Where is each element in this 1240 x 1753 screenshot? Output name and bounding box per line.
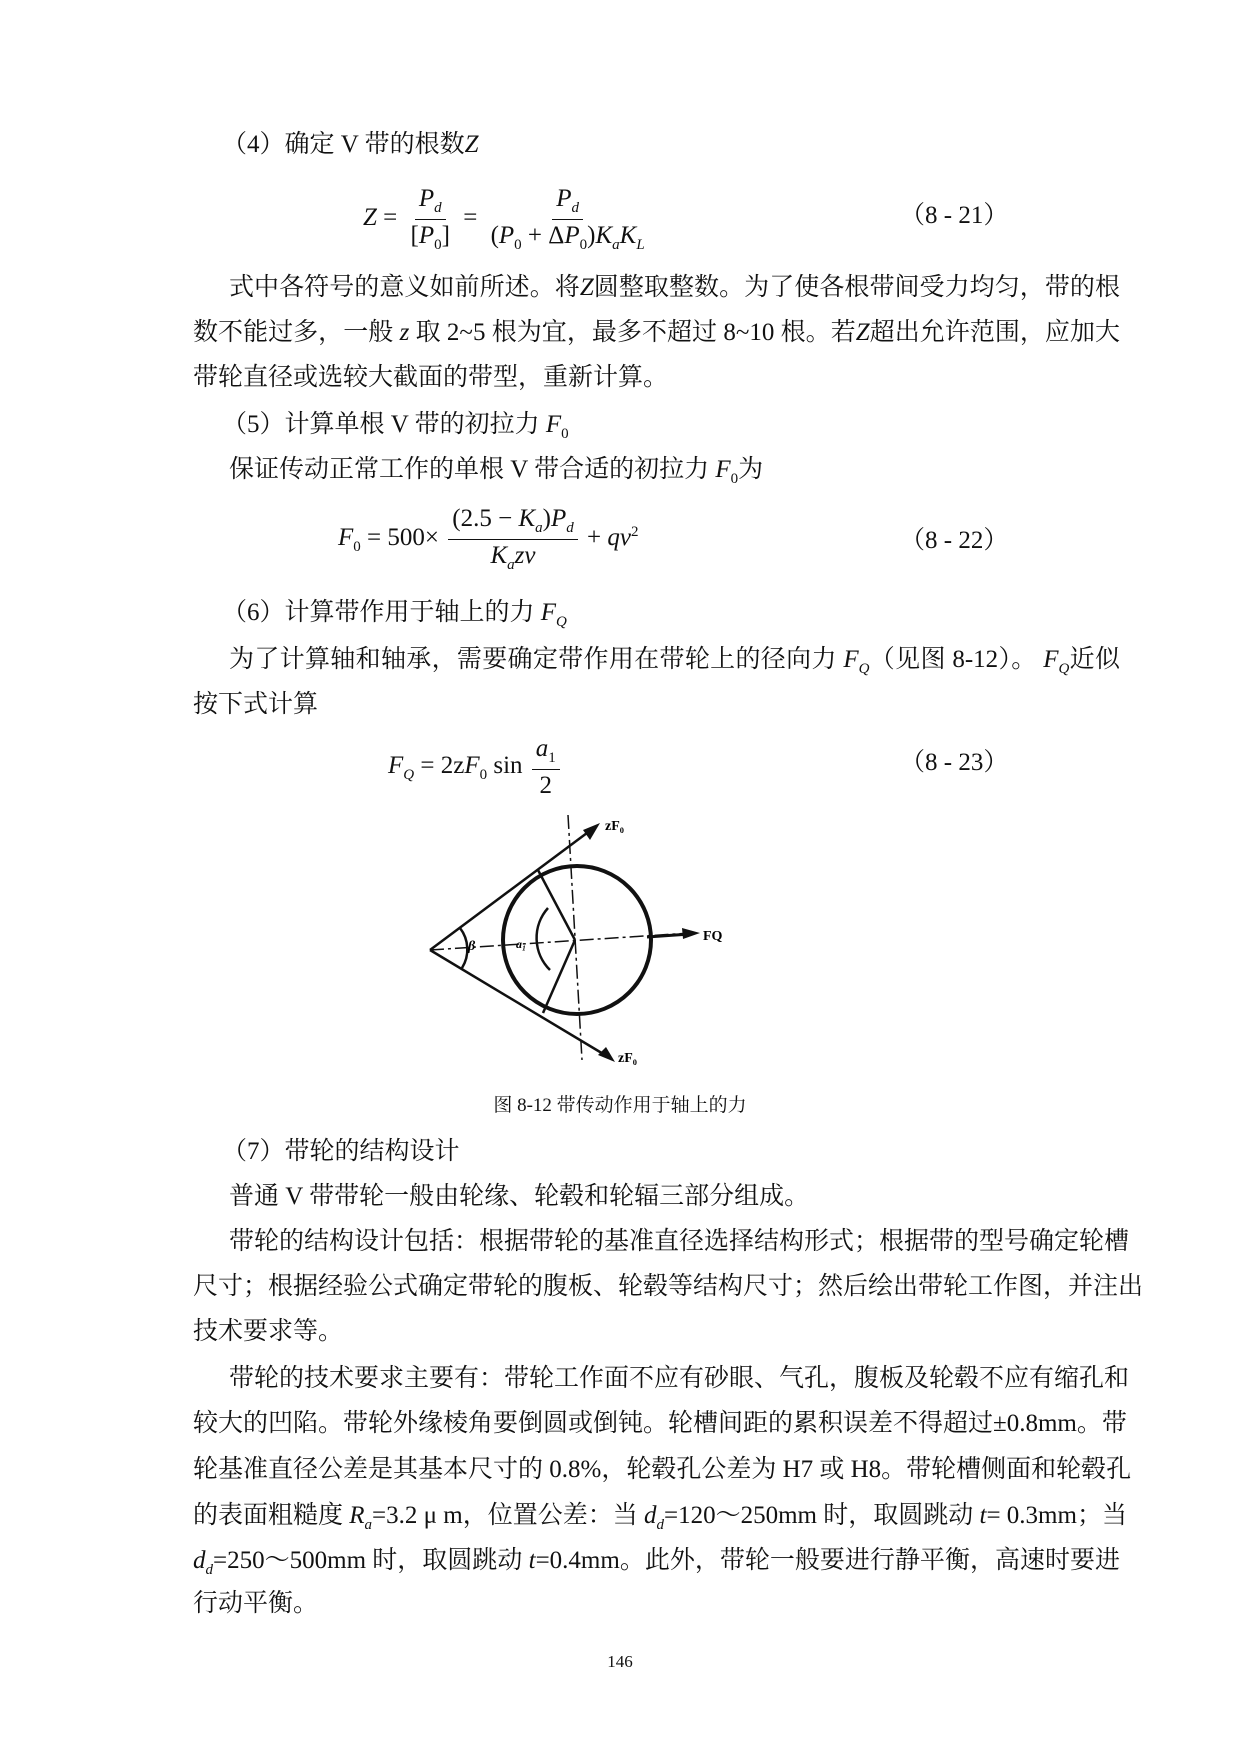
paragraph-line: $d_d=250\sim 500mm$ 时，取圆跳动 t=0.4mm。此外，带轮一般要进行静平衡，高速时要进 bbox=[193, 1547, 1121, 1578]
paragraph-line: 尺寸；根据经验公式确定带轮的腹板、轮毂等结构尺寸；然后绘出带轮工作图，并注出 bbox=[193, 1273, 1144, 1300]
paragraph-line: 带轮的结构设计包括：根据带轮的基准直径选择结构形式；根据带的型号确定轮槽 bbox=[229, 1228, 1130, 1255]
label-radial-force: FQ bbox=[703, 929, 723, 944]
paragraph-line: 技术要求等。 bbox=[193, 1318, 344, 1345]
alpha-arc bbox=[537, 908, 550, 970]
section-heading-5: （5）计算单根 V 带的初拉力 $F_0$ bbox=[222, 411, 569, 442]
section-heading-7: （7）带轮的结构设计 bbox=[222, 1138, 460, 1165]
paragraph-line: 行动平衡。 bbox=[193, 1590, 319, 1617]
figure-caption: 图 8-12 带传动作用于轴上的力 bbox=[493, 1095, 747, 1116]
equation-number: （8 - 23） bbox=[900, 749, 1009, 776]
equation-8-21: Z = $\frac{P_d}{[P_0]}$ = $\frac{P_d}{(P_0 + \Delta P_0)K_aK_L}$ bbox=[363, 185, 645, 253]
equation-number: （8 - 22） bbox=[900, 527, 1009, 554]
paragraph-line: 较大的凹陷。带轮外缘棱角要倒圆或倒钝。轮槽间距的累积误差不得超过±0.8mm。带 bbox=[193, 1410, 1127, 1437]
label-beta: β bbox=[468, 939, 476, 954]
paragraph-line: 带轮直径或选较大截面的带型，重新计算。 bbox=[193, 364, 669, 391]
label-top-force: zF₀ bbox=[605, 819, 624, 834]
paragraph-line: 的表面粗糙度 $R_a=3.2$ μ m，位置公差：当 $d_d=120\sim 250mm$ 时，取圆跳动 t= 0.3mm；当 bbox=[193, 1502, 1127, 1533]
paragraph-line: 轮基准直径公差是其基本尺寸的 0.8%，轮毂孔公差为 H7 或 H8。带轮槽侧面和轮毂孔 bbox=[193, 1456, 1132, 1483]
paragraph-line: 带轮的技术要求主要有：带轮工作面不应有砂眼、气孔，腹板及轮毂不应有缩孔和 bbox=[229, 1365, 1130, 1392]
paragraph-line: 式中各符号的意义如前所述。将Z圆整取整数。为了使各根带间受力均匀，带的根 bbox=[229, 274, 1120, 301]
page-number: 146 bbox=[607, 1652, 633, 1671]
label-alpha: a₁ bbox=[516, 937, 527, 951]
arrow-icon bbox=[583, 823, 600, 840]
paragraph-line: 保证传动正常工作的单根 V 带合适的初拉力 $F_0$为 bbox=[229, 456, 764, 487]
section-heading-6: （6）计算带作用于轴上的力 $F_Q$ bbox=[222, 599, 567, 630]
paragraph-line: 按下式计算 bbox=[193, 691, 319, 718]
paragraph-line: 数不能过多，一般 z 取 2~5 根为宜，最多不超过 8~10 根。若Z超出允许范围，应加大 bbox=[193, 319, 1120, 346]
label-bottom-force: zF₀ bbox=[618, 1051, 637, 1066]
arrow-icon bbox=[682, 928, 700, 939]
paragraph-line: 为了计算轴和轴承，需要确定带作用在带轮上的径向力 $F_Q$（见图 8-12）。 $F_Q$近似 bbox=[229, 646, 1120, 677]
paragraph-line: 普通 V 带带轮一般由轮缘、轮毂和轮辐三部分组成。 bbox=[229, 1183, 810, 1210]
equation-number: （8 - 21） bbox=[900, 202, 1009, 229]
equation-8-23: $F_Q = 2zF_0$ sin $\frac{a_1}{2}$ bbox=[388, 735, 563, 800]
belt-lower bbox=[430, 950, 610, 1058]
belt-force-figure bbox=[400, 800, 740, 1080]
arrow-icon bbox=[598, 1047, 615, 1062]
equation-8-22: $F_0 = 500\times$ $\frac{(2.5 - K_a)P_d}{K_azv}$ + $qv^2$ bbox=[338, 505, 639, 573]
section-heading-4: （4）确定 V 带的根数Z bbox=[222, 131, 479, 158]
